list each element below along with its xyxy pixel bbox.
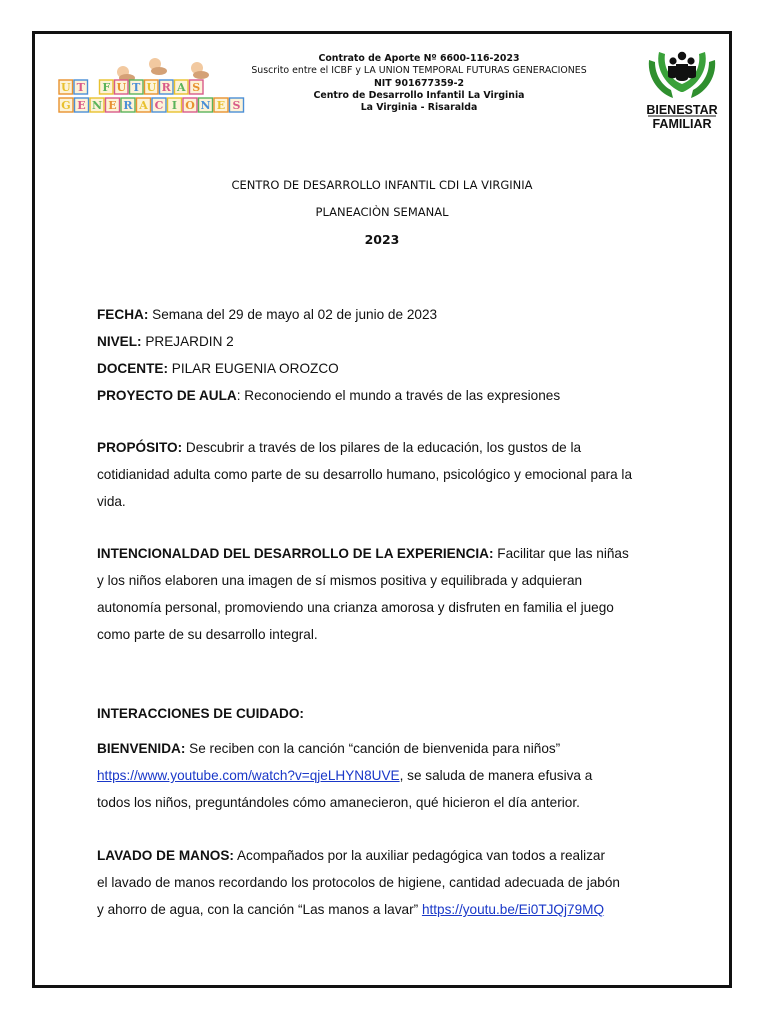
contract-line: La Virginia - Risaralda	[360, 102, 478, 114]
bienestar-text: BIENESTAR	[646, 103, 718, 117]
contract-line: Suscrito entre el ICBF y LA UNION TEMPORAL FUTURAS GENERACIONES	[251, 65, 587, 77]
plan-title: PLANEACIÒN SEMANAL	[315, 205, 449, 219]
contract-line: Centro de Desarrollo Infantil La Virginia	[313, 89, 525, 101]
logo-letter: E	[108, 99, 117, 112]
fecha-field	[97, 301, 693, 328]
interacciones-heading	[97, 700, 693, 727]
paragraph-text: Facilitar que las niñas	[493, 546, 629, 561]
logo-letter: U	[146, 81, 157, 94]
nivel-field	[97, 328, 693, 355]
logo-letter: N	[91, 99, 103, 112]
logo-letter: A	[139, 99, 148, 112]
intencionalidad-section	[97, 540, 693, 648]
paragraph-text: , se saluda de manera efusiva a	[399, 768, 593, 783]
intencionalidad-label: INTENCIONALDAD DEL DESARROLLO DE LA EXPERIENCIA:	[97, 546, 494, 561]
logo-letter: E	[77, 99, 86, 112]
icbf-family-icon	[649, 52, 715, 98]
logo-letter: G	[61, 99, 71, 112]
logo-letter: S	[232, 99, 241, 112]
logo-letter: R	[161, 81, 171, 94]
paragraph-text: todos los niños, preguntándoles cómo amanecieron, qué hicieron el día anterior.	[97, 795, 580, 810]
paragraph-text: y los niños elaboren una imagen de sí mismos positiva y equilibrada y adquieran	[97, 573, 583, 588]
babies-decoration-icon	[117, 58, 209, 82]
logo-letter: S	[192, 81, 201, 94]
proyecto-value: : Reconociendo el mundo a través de las expresiones	[236, 388, 561, 403]
logo-letter: T	[132, 81, 141, 94]
familiar-text: FAMILIAR	[652, 117, 712, 131]
paragraph-text: vida.	[97, 494, 126, 509]
logo-letter: F	[102, 81, 111, 94]
logo-letter: I	[171, 99, 178, 112]
logo-letter: C	[154, 99, 164, 112]
paragraph-text: como parte de su desarrollo integral.	[97, 627, 318, 642]
bienestar-familiar-logo	[643, 46, 721, 132]
logo-letter: U	[60, 81, 71, 94]
bienvenida-video-link[interactable]: https://www.youtube.com/watch?v=qjeLHYN8UVE	[97, 768, 400, 783]
nivel-label: NIVEL:	[97, 334, 142, 349]
fecha-value: Semana del 29 de mayo al 02 de junio de 2023	[148, 307, 438, 322]
paragraph-text: el lavado de manos recordando los protocolos de higiene, cantidad adecuada de jabón	[97, 875, 620, 890]
center-title: CENTRO DE DESARROLLO INFANTIL CDI LA VIRGINIA	[231, 178, 533, 192]
contract-info	[239, 53, 599, 114]
logo-letter: E	[216, 99, 226, 112]
proyecto-label: PROYECTO DE AULA	[97, 388, 237, 403]
contract-line: NIT 901677359-2	[373, 77, 465, 89]
paragraph-text: Acompañados por la auxiliar pedagógica van todos a realizar	[233, 848, 605, 863]
document-page	[32, 31, 732, 988]
section-heading: INTERACCIONES DE CUIDADO:	[97, 706, 304, 721]
logo-letter: T	[76, 81, 85, 94]
lavado-video-link[interactable]: https://youtu.be/Ei0TJQj79MQ	[421, 902, 605, 917]
info-fields	[97, 301, 693, 409]
paragraph-text: y ahorro de agua, con la canción “Las manos a lavar”	[97, 902, 422, 917]
docente-value: PILAR EUGENIA OROZCO	[168, 361, 339, 376]
proposito-section	[97, 434, 693, 515]
logo-letter: A	[176, 81, 186, 94]
year-title: 2023	[364, 232, 400, 247]
bienvenida-line	[97, 735, 693, 762]
paragraph-text: Se reciben con la canción “canción de bienvenida para niños”	[185, 741, 561, 756]
nivel-value: PREJARDIN 2	[141, 334, 234, 349]
lavado-section	[97, 842, 693, 923]
proyecto-field	[97, 382, 693, 409]
paragraph-text: cotidianidad adulta como parte de su desarrollo humano, psicológico y emocional para la	[97, 467, 633, 482]
bienvenida-section	[97, 735, 693, 816]
paragraph-text: Descubrir a través de los pilares de la educación, los gustos de la	[182, 440, 582, 455]
bienvenida-label: BIENVENIDA:	[97, 741, 186, 756]
bienvenida-link-line	[97, 762, 693, 789]
lavado-link-line	[97, 896, 693, 923]
docente-label: DOCENTE:	[97, 361, 168, 376]
document-header	[35, 34, 729, 144]
logo-letter: R	[123, 99, 133, 112]
ut-futuras-generaciones-logo	[55, 54, 265, 126]
lavado-line	[97, 842, 693, 869]
logo-letter: N	[200, 99, 211, 112]
contract-line: Contrato de Aporte Nº 6600-116-2023	[318, 53, 520, 64]
intencionalidad-line	[97, 540, 693, 567]
logo-letter: U	[116, 81, 127, 94]
fecha-label: FECHA:	[97, 307, 149, 322]
docente-field	[97, 355, 693, 382]
lavado-label: LAVADO DE MANOS:	[97, 848, 234, 863]
logo-letter: O	[185, 99, 195, 112]
paragraph-text: autonomía personal, promoviendo una crianza amorosa y disfruten en familia el juego	[97, 600, 614, 615]
proposito-line	[97, 434, 693, 461]
proposito-label: PROPÓSITO:	[97, 440, 183, 455]
